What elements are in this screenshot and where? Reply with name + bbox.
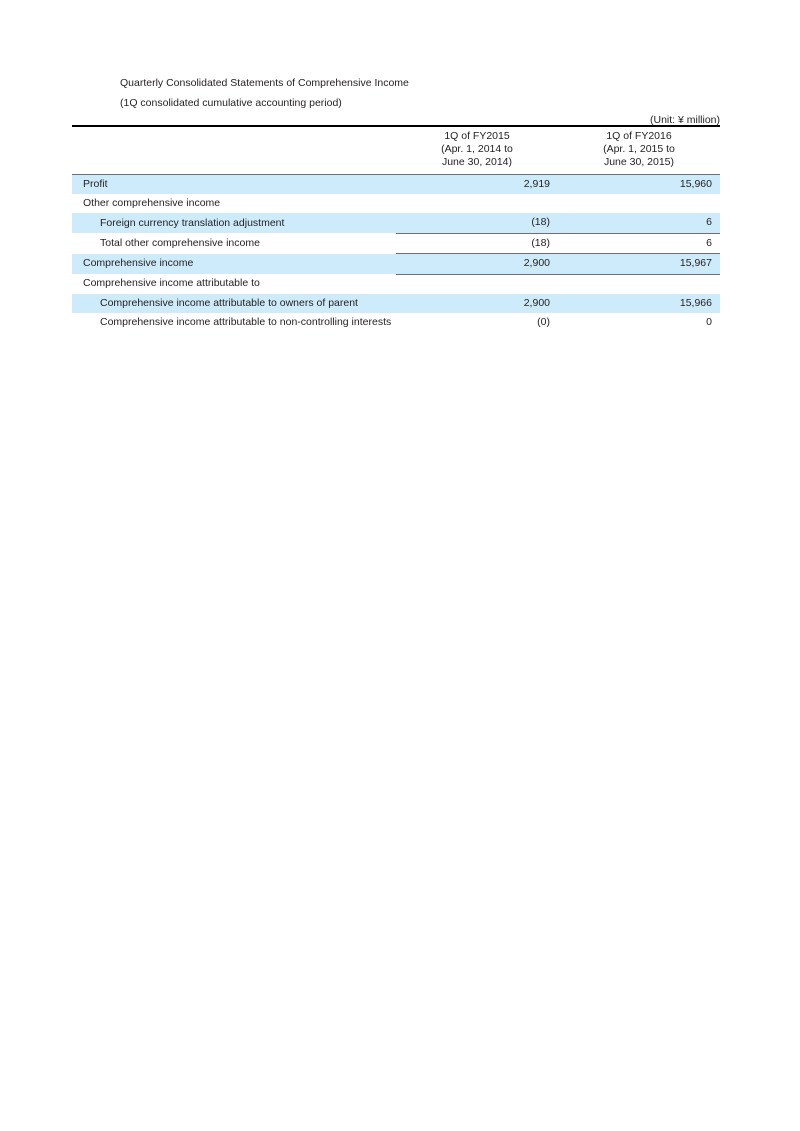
- cell-fy2015: 2,900: [396, 254, 558, 274]
- cell-fy2016: 6: [558, 213, 720, 233]
- row-label: Foreign currency translation adjustment: [72, 213, 396, 233]
- table-row: [72, 254, 720, 274]
- row-label: Profit: [72, 174, 396, 194]
- table-row: [72, 233, 720, 253]
- cell-fy2016: 6: [558, 233, 720, 253]
- cell-fy2016: 0: [706, 315, 712, 328]
- header-label-column: [72, 127, 396, 174]
- row-label: Total other comprehensive income: [100, 236, 260, 249]
- table-header: [72, 126, 720, 174]
- cell-fy2015: (18): [396, 233, 558, 253]
- header-period-fy2016: [558, 127, 720, 174]
- table-body: [72, 174, 720, 332]
- header-period-fy2016-line3: June 30, 2015): [603, 156, 675, 169]
- cell-fy2015: [396, 274, 558, 293]
- table-header-row: [72, 127, 720, 174]
- table-row: [72, 294, 720, 313]
- cell-fy2016: 15,967: [558, 254, 720, 274]
- row-label: Comprehensive income attributable to non-controlling interests: [100, 315, 392, 328]
- header-period-fy2016-line2: (Apr. 1, 2015 to: [603, 143, 675, 156]
- page-title: Quarterly Consolidated Statements of Comprehensive Income: [120, 77, 409, 89]
- cell-fy2015: 2,919: [396, 174, 558, 194]
- cell-fy2015: 2,900: [396, 294, 558, 313]
- unit-note: (Unit: ¥ million): [649, 114, 720, 126]
- cell-fy2016: [558, 274, 720, 293]
- row-label: Comprehensive income attributable to: [83, 277, 260, 290]
- cell-fy2016: 15,966: [558, 294, 720, 313]
- header-period-fy2015-line2: (Apr. 1, 2014 to: [441, 143, 513, 156]
- header-period-fy2015-line3: June 30, 2014): [441, 156, 513, 169]
- table-row: [72, 274, 720, 293]
- table-row: [72, 194, 720, 213]
- cell-fy2015: (0): [537, 315, 550, 328]
- cell-fy2015: (18): [396, 213, 558, 233]
- header-period-fy2015-line1: 1Q of FY2015: [444, 130, 510, 142]
- table-row: [72, 174, 720, 194]
- cell-fy2015: [396, 194, 558, 213]
- row-label: Comprehensive income: [72, 254, 396, 274]
- table-row: [72, 213, 720, 233]
- table-row: [72, 313, 720, 332]
- page-subtitle: (1Q consolidated cumulative accounting period): [120, 97, 342, 109]
- header-period-fy2015: [396, 127, 558, 174]
- header-period-fy2016-line1: 1Q of FY2016: [606, 130, 672, 142]
- cell-fy2016: [558, 194, 720, 213]
- cell-fy2016: 15,960: [558, 174, 720, 194]
- row-label: Comprehensive income attributable to owners of parent: [72, 294, 396, 313]
- comprehensive-income-table: [72, 125, 720, 332]
- row-label: Other comprehensive income: [83, 197, 221, 210]
